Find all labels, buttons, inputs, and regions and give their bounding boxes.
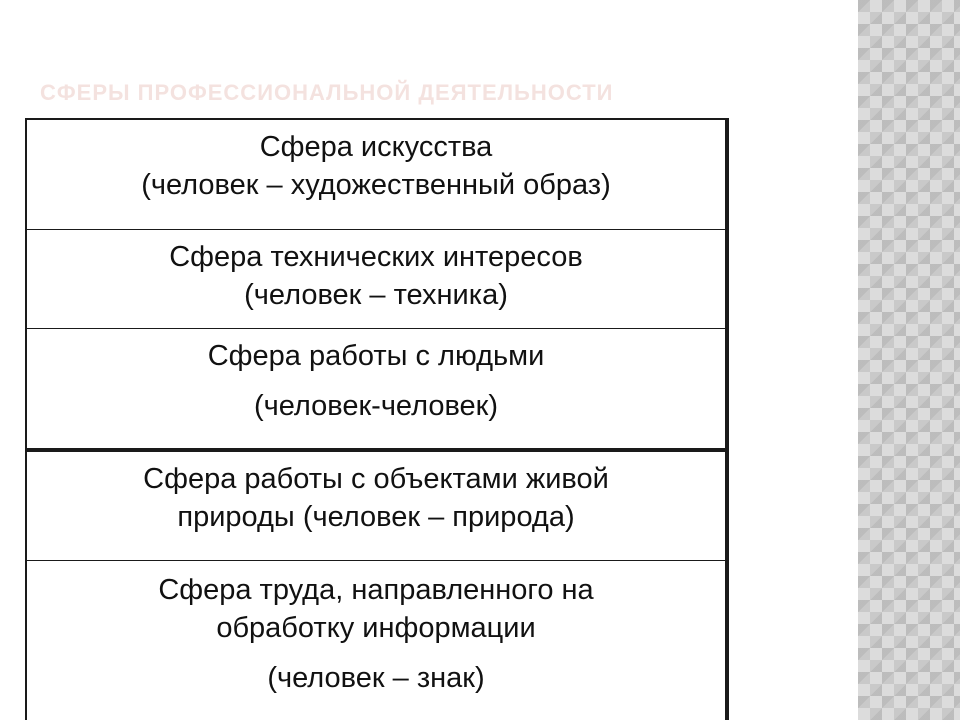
- spheres-table-top: [25, 118, 729, 451]
- row-sublabel: (человек-человек): [253, 390, 499, 422]
- row-label: Сфера работы с объектами живой: [143, 463, 609, 495]
- table-row-information: [27, 560, 725, 720]
- slide-title: СФЕРЫ ПРОФЕССИОНАЛЬНОЙ ДЕЯТЕЛЬНОСТИ: [40, 80, 614, 105]
- table-row-art: [27, 120, 725, 229]
- row-label: Сфера искусства: [259, 131, 493, 163]
- table-row-technical: [27, 229, 725, 328]
- table-row-nature: [27, 452, 725, 560]
- row-sublabel: (человек – художественный образ): [141, 169, 611, 201]
- row-label: Сфера технических интересов: [169, 241, 583, 273]
- row-sublabel: (человек – техника): [244, 279, 508, 311]
- row-sublabel: (человек – знак): [267, 662, 485, 694]
- spheres-table-bottom: [25, 450, 729, 720]
- table-row-people: [27, 328, 725, 448]
- row-label: Сфера работы с людьми: [207, 340, 545, 372]
- row-label-continued: обработку информации: [216, 612, 536, 644]
- row-label: Сфера труда, направленного на: [158, 574, 594, 606]
- decorative-side-panel: [858, 0, 960, 720]
- row-sublabel: природы (человек – природа): [177, 501, 575, 533]
